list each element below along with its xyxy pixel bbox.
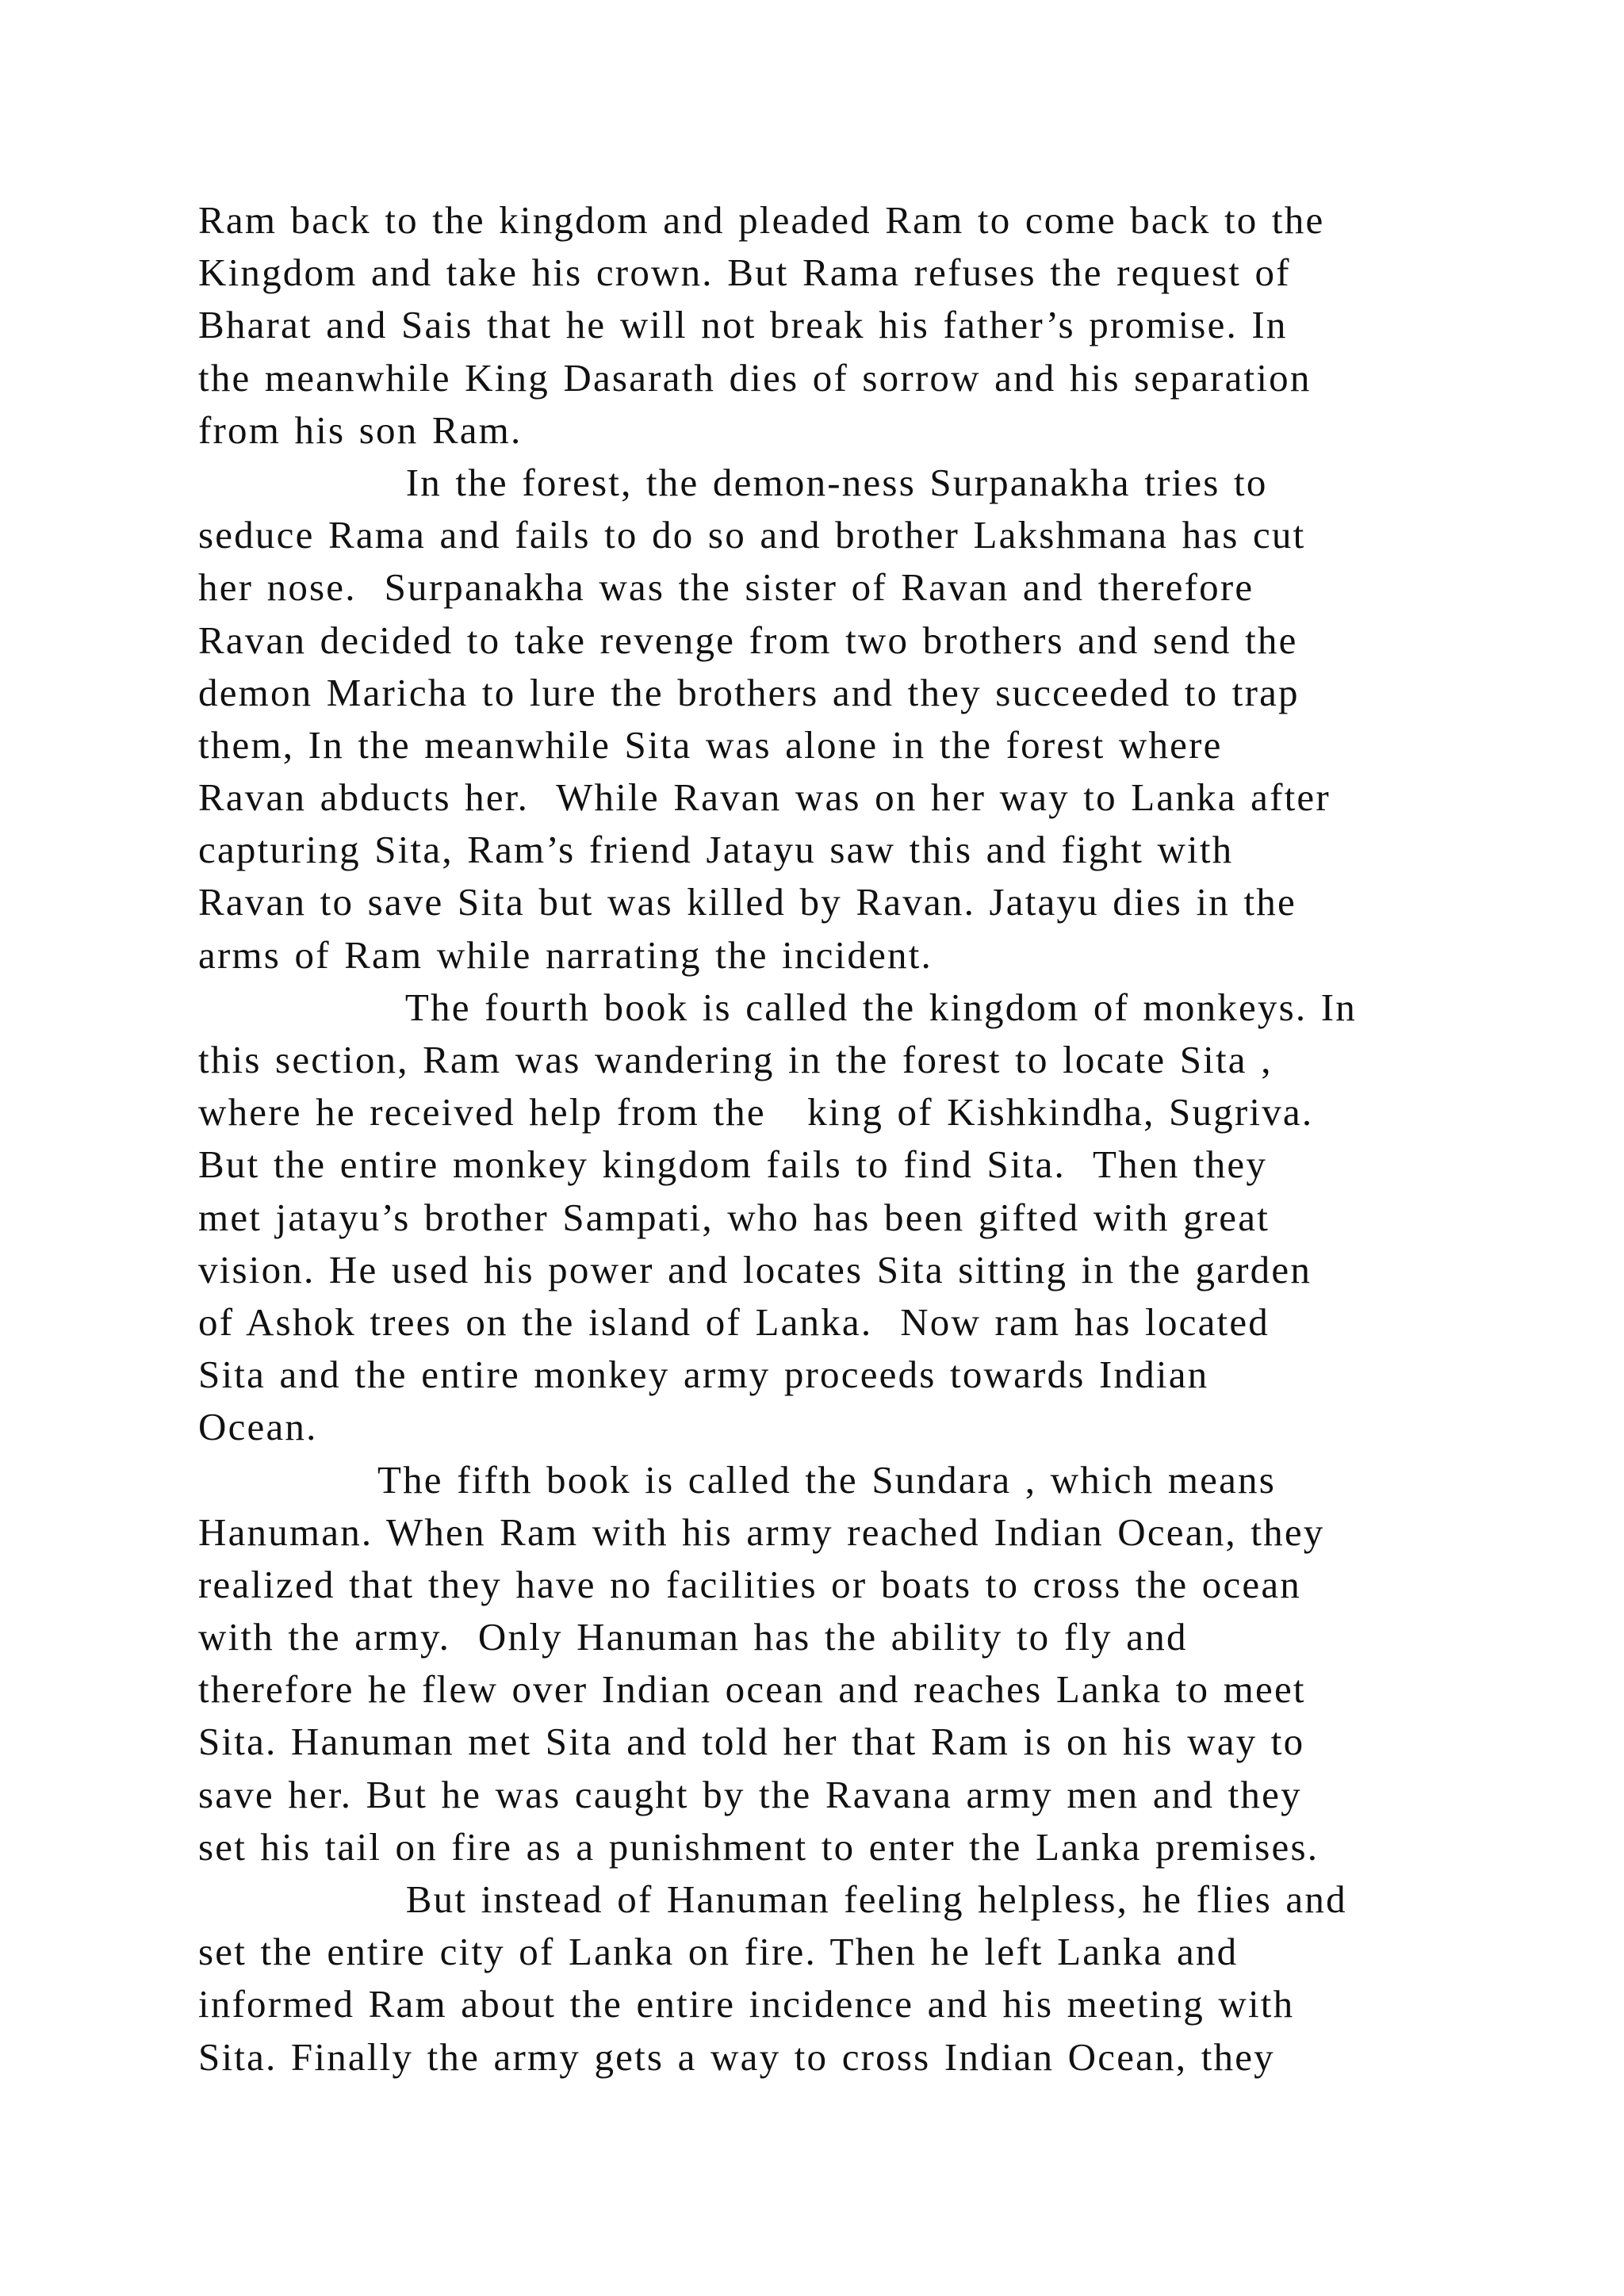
text-line: Sita. Finally the army gets a way to cross Indian Ocean, they	[198, 2034, 1275, 2079]
text-line: Ravan to save Sita but was killed by Ravan. Jatayu dies in the	[198, 880, 1297, 924]
text-line: with the army. Only Hanuman has the ability to fly and	[198, 1615, 1188, 1659]
text-line: informed Ram about the entire incidence and his meeting with	[198, 1982, 1295, 2026]
text-line: met jatayu’s brother Sampati, who has been gifted with great	[198, 1195, 1270, 1239]
body-text	[198, 194, 1483, 2084]
text-line: set his tail on fire as a punishment to enter the Lanka premises.	[198, 1824, 1320, 1869]
text-line: Kingdom and take his crown. But Rama refuses the request of	[198, 251, 1291, 295]
text-line: Ravan decided to take revenge from two brothers and send the	[198, 618, 1298, 662]
text-line: arms of Ram while narrating the incident.	[198, 932, 933, 977]
text-line: demon Maricha to lure the brothers and they succeeded to trap	[198, 670, 1300, 714]
text-line: Ram back to the kingdom and pleaded Ram to come back to the	[198, 198, 1325, 242]
text-line: Bharat and Sais that he will not break his father’s promise. In	[198, 303, 1288, 347]
text-line: The fourth book is called the kingdom of monkeys. In	[198, 985, 1358, 1029]
text-line: vision. He used his power and locates Sita sitting in the garden	[198, 1247, 1312, 1292]
text-line: therefore he flew over Indian ocean and reaches Lanka to meet	[198, 1667, 1306, 1712]
text-line: Ocean.	[198, 1405, 318, 1449]
text-line: of Ashok trees on the island of Lanka. Now ram has located	[198, 1299, 1270, 1344]
text-line: them, In the meanwhile Sita was alone in the forest where	[198, 722, 1223, 767]
text-line: capturing Sita, Ram’s friend Jatayu saw this and fight with	[198, 828, 1234, 872]
text-line: Sita and the entire monkey army proceeds towards Indian	[198, 1353, 1209, 1397]
text-line: But instead of Hanuman feeling helpless, he flies and	[198, 1877, 1347, 1921]
text-line: this section, Ram was wandering in the forest to locate Sita ,	[198, 1038, 1273, 1081]
text-line: seduce Rama and fails to do so and brother Lakshmana has cut	[198, 513, 1306, 557]
text-line: her nose. Surpanakha was the sister of Ravan and therefore	[198, 565, 1254, 610]
text-line: In the forest, the demon-ness Surpanakha tries to	[198, 460, 1268, 504]
text-line: realized that they have no facilities or boats to cross the ocean	[198, 1562, 1301, 1606]
text-line: Hanuman. When Ram with his army reached Indian Ocean, they	[198, 1510, 1325, 1554]
text-line: where he received help from the king of Kishkindha, Sugriva.	[198, 1090, 1314, 1135]
text-line: save her. But he was caught by the Ravana army men and they	[198, 1772, 1302, 1816]
text-line: The fifth book is called the Sundara , which means	[198, 1457, 1277, 1502]
text-line: from his son Ram.	[198, 408, 523, 452]
text-line: Ravan abducts her. While Ravan was on her way to Lanka after	[198, 775, 1331, 820]
text-line: set the entire city of Lanka on fire. Then he left Lanka and	[198, 1930, 1239, 1974]
text-line: the meanwhile King Dasarath dies of sorrow and his separation	[198, 355, 1312, 400]
text-line: But the entire monkey kingdom fails to find Sita. Then they	[198, 1142, 1268, 1187]
text-line: Sita. Hanuman met Sita and told her that Ram is on his way to	[198, 1720, 1305, 1764]
